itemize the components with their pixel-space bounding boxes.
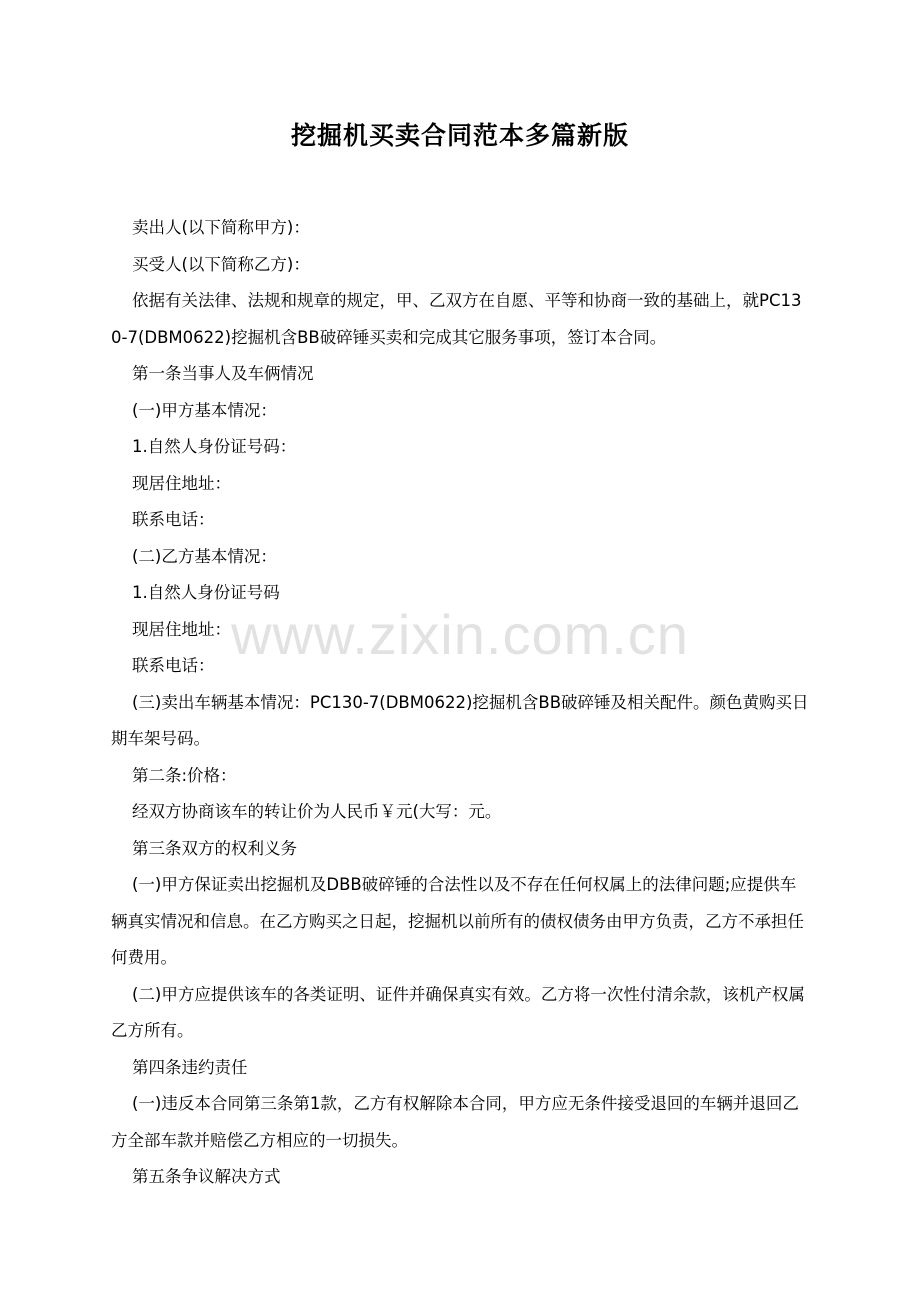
article-3-heading: 第三条双方的权利义务: [132, 838, 297, 858]
article-4-clause-1: (一)违反本合同第三条第1款，乙方有权解除本合同，甲方应无条件接受退回的车辆并退回乙方全部车款并赔偿乙方相应的一切损失。: [111, 1094, 799, 1150]
vehicle-info: (三)卖出车辆基本情况：PC130-7(DBM0622)挖掘机含BB破碎锤及相关配件。颜色黄购买日期车架号码。: [111, 692, 809, 748]
party-b-heading: (二)乙方基本情况：: [132, 546, 277, 566]
party-a-heading: (一)甲方基本情况：: [132, 400, 277, 420]
article-2-heading: 第二条:价格：: [132, 765, 237, 785]
document-body: [111, 210, 811, 1196]
article-5-heading: 第五条争议解决方式: [132, 1167, 281, 1186]
article-1-heading: 第一条当事人及车俩情况: [132, 364, 314, 383]
document-title: 挖掘机买卖合同范本多篇新版: [290, 121, 629, 150]
paragraph-buyer: 买受人(以下简称乙方)：: [132, 254, 310, 274]
article-3-clause-2: (二)甲方应提供该车的各类证明、证件并确保真实有效。乙方将一次性付清余款，该机产权属乙方所有。: [111, 984, 805, 1040]
paragraph-preamble: 依据有关法律、法规和规章的规定，甲、乙双方在自愿、平等和协商一致的基础上，就PC130-7(DBM0622)挖掘机含BB破碎锤买卖和完成其它服务事项，签订本合同。: [111, 291, 802, 347]
article-3-clause-1: (一)甲方保证卖出挖掘机及DBB破碎锤的合法性以及不存在任何权属上的法律问题;应提供车辆真实情况和信息。在乙方购买之日起，挖掘机以前所有的债权债务由甲方负责，乙方不承担任何费用。: [111, 875, 804, 967]
price-clause: 经双方协商该车的转让价为人民币￥元(大写：元。: [132, 802, 502, 821]
party-b-id: 1.自然人身份证号码: [132, 583, 280, 602]
party-a-id: 1.自然人身份证号码：: [132, 437, 297, 456]
article-4-heading: 第四条违约责任: [132, 1057, 248, 1077]
paragraph-seller: 卖出人(以下简称甲方)：: [132, 218, 310, 237]
party-b-phone: 联系电话：: [132, 656, 215, 675]
party-a-phone: 联系电话：: [132, 510, 215, 529]
party-a-address: 现居住地址：: [132, 473, 231, 493]
watermark: www.zixin.com.cn: [231, 603, 689, 666]
party-b-address: 现居住地址：: [132, 619, 231, 639]
